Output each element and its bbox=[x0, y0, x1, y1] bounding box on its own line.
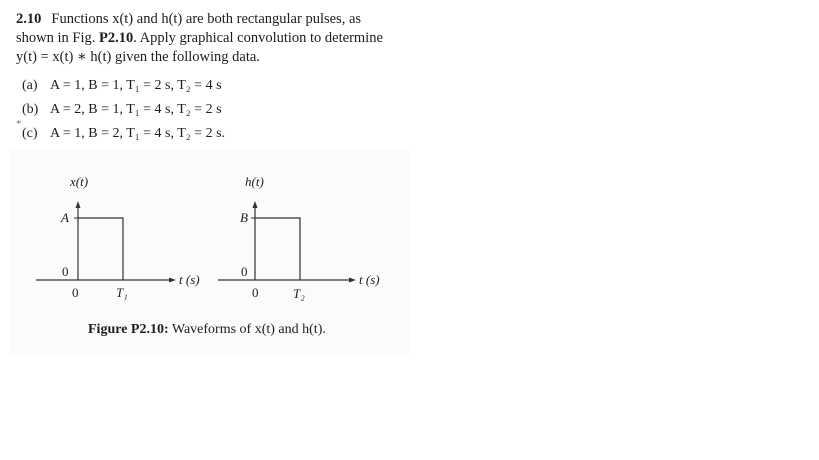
h-amp-label: B bbox=[240, 210, 248, 225]
problem-number: 2.10 bbox=[16, 11, 42, 27]
problem-line-1: Functions x(t) and h(t) are both rectangular pulses, as bbox=[51, 11, 362, 27]
h-zero-x: 0 bbox=[252, 285, 259, 300]
h-zero-y: 0 bbox=[241, 264, 248, 279]
h-end-label: T₂ bbox=[293, 286, 305, 301]
part-a: (a) A = 1, B = 1, T₁ = 2 s, T₂ = 4 s bbox=[22, 78, 222, 93]
x-waveform-panel bbox=[36, 174, 200, 300]
part-c: (c) A = 1, B = 2, T₁ = 4 s, T₂ = 2 s. bbox=[22, 126, 226, 141]
x-axis-label: t (s) bbox=[179, 272, 200, 287]
figure-caption: Figure P2.10: Waveforms of x(t) and h(t). bbox=[88, 322, 326, 337]
x-zero-x: 0 bbox=[72, 285, 79, 300]
problem-line-2a: shown in Fig. bbox=[16, 30, 99, 46]
x-pulse bbox=[78, 218, 123, 280]
x-amp-label: A bbox=[61, 210, 69, 225]
h-waveform-panel bbox=[218, 174, 380, 301]
x-end-label: T₁ bbox=[116, 285, 128, 300]
h-pulse bbox=[255, 218, 300, 280]
part-b: (b) A = 2, B = 1, T₁ = 4 s, T₂ = 2 s bbox=[22, 102, 222, 117]
figure-reference: P2.10 bbox=[99, 30, 134, 46]
starred-marker: * bbox=[16, 118, 22, 130]
h-axis-label: t (s) bbox=[359, 272, 380, 287]
problem-line-3: y(t) = x(t) ∗ h(t) given the following data. bbox=[16, 49, 260, 65]
h-title: h(t) bbox=[245, 174, 264, 189]
h-t-arrow bbox=[349, 278, 356, 283]
h-y-arrow bbox=[253, 201, 258, 208]
x-y-arrow bbox=[76, 201, 81, 208]
x-title: x(t) bbox=[70, 174, 89, 189]
x-t-arrow bbox=[169, 278, 176, 283]
x-zero-y: 0 bbox=[62, 264, 69, 279]
problem-line-2b: . Apply graphical convolution to determine bbox=[133, 30, 383, 46]
